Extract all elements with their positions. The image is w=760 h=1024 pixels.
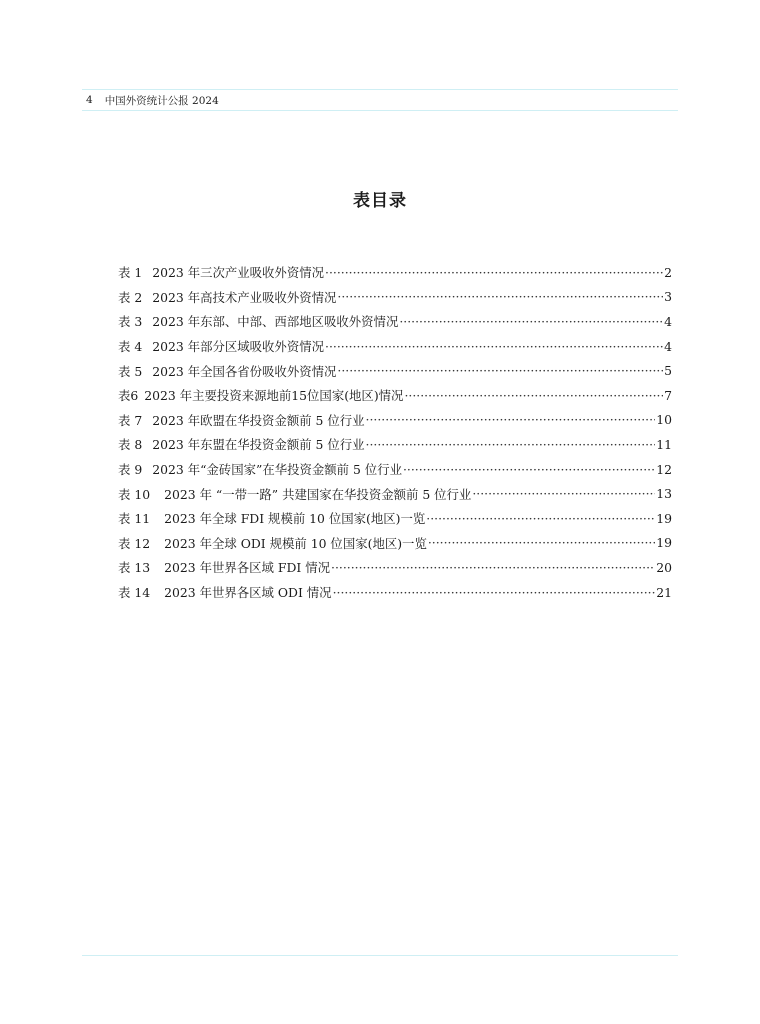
toc-text: 2023 年“金砖国家”在华投资金额前 5 位行业 bbox=[152, 462, 402, 478]
toc-text: 2023 年高技术产业吸收外资情况 bbox=[152, 289, 337, 305]
toc-label: 表 1 bbox=[118, 265, 143, 281]
toc-leader bbox=[399, 314, 663, 329]
toc-page: 4 bbox=[664, 338, 672, 354]
toc-entry[interactable] bbox=[118, 555, 672, 580]
toc-page: 5 bbox=[664, 363, 672, 379]
toc-text: 2023 年 “一带一路” 共建国家在华投资金额前 5 位行业 bbox=[164, 486, 472, 502]
toc-page: 7 bbox=[664, 387, 672, 403]
table-of-contents bbox=[118, 260, 672, 604]
toc-entry[interactable] bbox=[118, 260, 672, 285]
toc-label: 表 7 bbox=[118, 412, 143, 428]
toc-label: 表 10 bbox=[118, 486, 151, 502]
toc-label: 表6 bbox=[118, 388, 139, 404]
toc-entry[interactable] bbox=[118, 408, 672, 433]
toc-label: 表 8 bbox=[118, 437, 143, 453]
toc-entry[interactable] bbox=[118, 457, 672, 482]
toc-leader bbox=[333, 585, 656, 600]
toc-text: 2023 年部分区域吸收外资情况 bbox=[152, 339, 324, 355]
toc-entry[interactable] bbox=[118, 481, 672, 506]
toc-leader bbox=[472, 486, 655, 501]
page-number: 4 bbox=[86, 94, 93, 106]
toc-page: 19 bbox=[656, 510, 672, 526]
footer-divider bbox=[82, 955, 678, 956]
toc-entry[interactable] bbox=[118, 309, 672, 334]
toc-text: 2023 年主要投资来源地前15位国家(地区)情况 bbox=[144, 388, 404, 404]
toc-leader bbox=[404, 388, 663, 403]
toc-leader bbox=[337, 363, 663, 378]
toc-text: 2023 年世界各区域 ODI 情况 bbox=[164, 585, 332, 601]
running-header bbox=[82, 89, 678, 111]
toc-entry[interactable] bbox=[118, 506, 672, 531]
toc-label: 表 3 bbox=[118, 314, 143, 330]
toc-page: 3 bbox=[664, 289, 672, 305]
toc-text: 2023 年欧盟在华投资金额前 5 位行业 bbox=[152, 412, 365, 428]
toc-entry[interactable] bbox=[118, 383, 672, 408]
toc-text: 2023 年全球 FDI 规模前 10 位国家(地区)一览 bbox=[164, 511, 426, 527]
toc-label: 表 9 bbox=[118, 462, 143, 478]
toc-entry[interactable] bbox=[118, 334, 672, 359]
toc-entry[interactable] bbox=[118, 580, 672, 605]
toc-page: 20 bbox=[656, 559, 672, 575]
toc-page: 4 bbox=[664, 313, 672, 329]
toc-page: 12 bbox=[656, 461, 672, 477]
toc-leader bbox=[366, 412, 656, 427]
toc-text: 2023 年东盟在华投资金额前 5 位行业 bbox=[152, 437, 365, 453]
toc-label: 表 14 bbox=[118, 585, 151, 601]
toc-text: 2023 年东部、中部、西部地区吸收外资情况 bbox=[152, 314, 399, 330]
toc-page: 2 bbox=[664, 264, 672, 280]
page-title: 表目录 bbox=[353, 191, 407, 211]
toc-entry[interactable] bbox=[118, 432, 672, 457]
toc-label: 表 4 bbox=[118, 339, 143, 355]
toc-leader bbox=[366, 437, 656, 452]
toc-entry[interactable] bbox=[118, 531, 672, 556]
toc-page: 10 bbox=[656, 412, 672, 428]
toc-entry[interactable] bbox=[118, 285, 672, 310]
toc-leader bbox=[403, 462, 655, 477]
toc-leader bbox=[426, 511, 655, 526]
toc-page: 11 bbox=[656, 436, 672, 452]
toc-leader bbox=[331, 560, 655, 575]
toc-label: 表 11 bbox=[118, 511, 151, 527]
toc-entry[interactable] bbox=[118, 358, 672, 383]
toc-page: 19 bbox=[656, 535, 672, 551]
toc-leader bbox=[325, 339, 663, 354]
toc-page: 21 bbox=[656, 584, 672, 600]
toc-leader bbox=[428, 535, 655, 550]
toc-label: 表 13 bbox=[118, 560, 151, 576]
toc-text: 2023 年世界各区域 FDI 情况 bbox=[164, 560, 331, 576]
toc-text: 2023 年全球 ODI 规模前 10 位国家(地区)一览 bbox=[164, 535, 427, 551]
toc-label: 表 5 bbox=[118, 363, 143, 379]
toc-leader bbox=[325, 265, 663, 280]
publication-title: 中国外资统计公报 2024 bbox=[104, 94, 219, 107]
toc-label: 表 2 bbox=[118, 289, 143, 305]
toc-leader bbox=[337, 289, 663, 304]
toc-page: 13 bbox=[656, 486, 672, 502]
toc-text: 2023 年全国各省份吸收外资情况 bbox=[152, 363, 337, 379]
toc-text: 2023 年三次产业吸收外资情况 bbox=[152, 265, 324, 281]
toc-label: 表 12 bbox=[118, 535, 151, 551]
